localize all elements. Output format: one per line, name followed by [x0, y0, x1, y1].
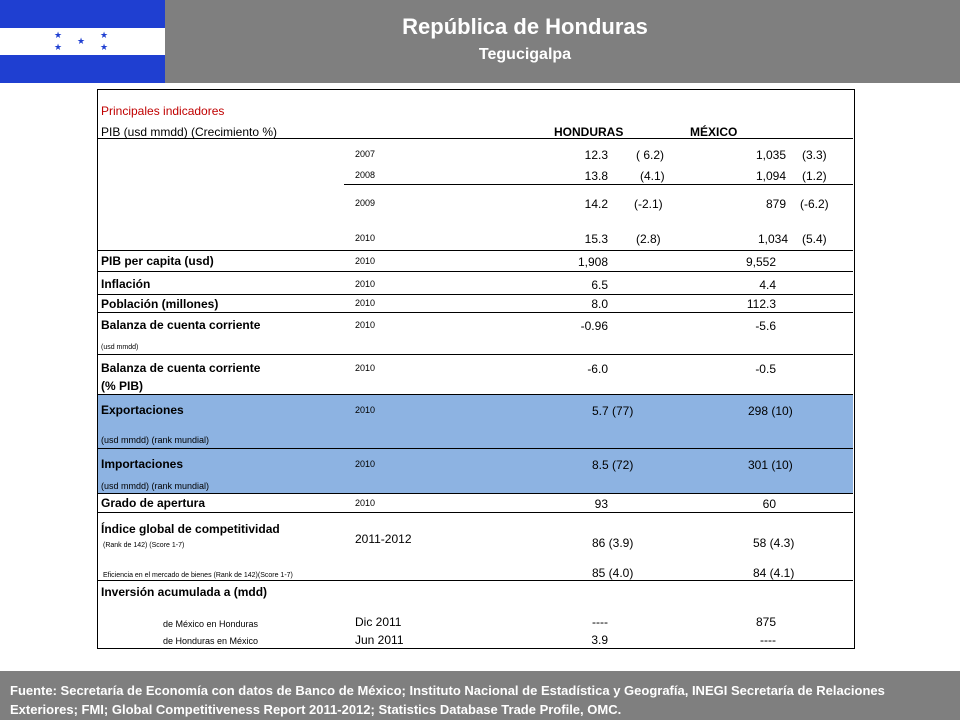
- page-title: República de Honduras: [402, 14, 648, 39]
- exports-highlight: [98, 394, 853, 448]
- indicators-table: Principales indicadores PIB (usd mmdd) (Crecimiento %) HONDURAS MÉXICO 2007 12.3 ( 6.2) 1,035 (3.3) 2008 13.8 (4.1) 1,094 (1.2) 2009 14.2 (-2.1) 879 (-6.2) 2010 15.3 (2.8) 1,034 (5.4) PIB per capita (usd) 2010 1,908 9,552 Inflación 2010 6.5 4.4 Población (millones) 2010 8.0 112.3 Balanza de cuenta corriente (usd mmdd) 2010 -0.96 -5.6 Balanza de cuenta corriente (% PIB) 2010 -6.0 -0.5 Exportaciones (usd mmdd) (rank mundial) 2010 5.7 (77) 298 (10) Importaciones (usd mmdd) (rank mundial) 2010 8.5 (72) 301 (10) Grado de apertura 2010 93 60 Índice global de competitividad (Rank de 142) (Score 1-7) 2011-2012 86 (3.9) 58 (4.3) Eficiencia en el mercado de bienes (Rank de 142)(Score 1-7) 85 (4.0) 84 (4.1) Inversión acumulada a (mdd) de México en Honduras Dic 2011 ---- 875 de Honduras en México Jun 2011 3.9 ----: [97, 89, 855, 649]
- honduras-flag: [0, 0, 165, 83]
- gdp-label: PIB (usd mmdd) (Crecimiento %): [101, 125, 278, 139]
- imports-highlight: [98, 448, 853, 493]
- footer-bar: [0, 671, 960, 720]
- section-title: Principales indicadores: [101, 104, 225, 118]
- col-mexico: MÉXICO: [690, 125, 738, 139]
- col-honduras: HONDURAS: [554, 125, 624, 139]
- flag-stars-icon: ★ ★ ★ ★ ★: [54, 29, 109, 52]
- header-bar: [0, 0, 960, 83]
- source-note: Fuente: Secretaría de Economía con datos de Banco de México; Instituto Nacional de Estadística y Geografía, INEGI Secretaría de Relaciones Exteriores; FMI; Global Competitiveness Report 2011-2012; Statistics Database Trade Profile, OMC.: [10, 683, 885, 717]
- page-subtitle: Tegucigalpa: [478, 46, 572, 63]
